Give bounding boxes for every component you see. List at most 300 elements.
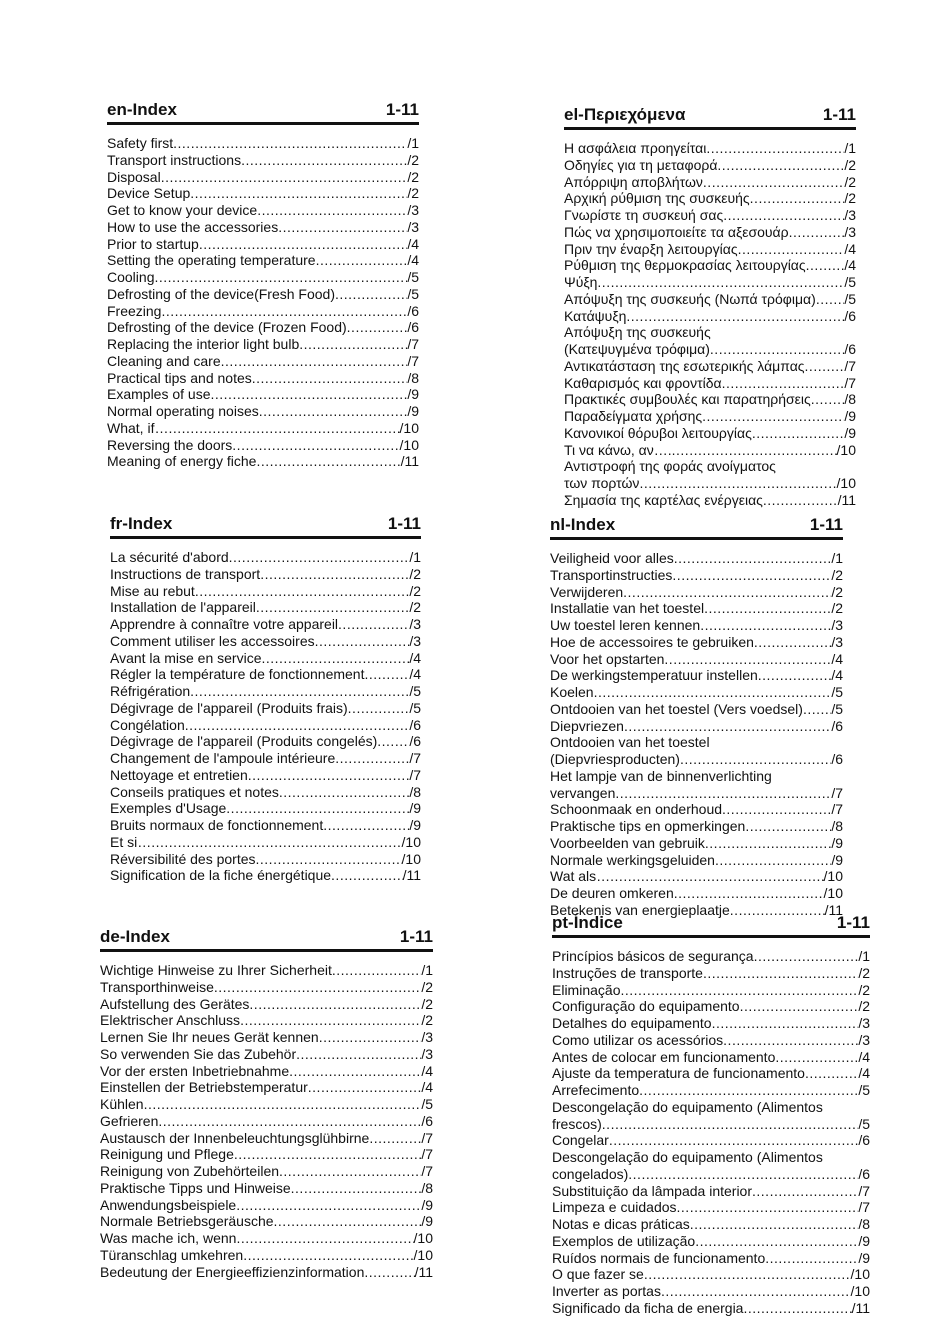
entry-label: Instruções de transporte — [552, 964, 703, 981]
toc-entry — [564, 274, 856, 291]
entry-page-number: /3 — [421, 1029, 433, 1045]
entry-page-number: /2 — [407, 151, 419, 168]
entry-page-number: /6 — [831, 751, 843, 767]
entry-page-number: /5 — [858, 1115, 870, 1132]
toc-entry — [107, 303, 419, 320]
dot-leader — [195, 583, 409, 600]
toc-entry — [100, 1264, 433, 1281]
page-range: 1-11 — [822, 105, 856, 124]
entry-label: De deuren omkeren — [550, 885, 674, 901]
entry-page-number: /2 — [858, 964, 870, 981]
entry-page-number: /2 — [831, 600, 843, 617]
entry-label: Detalhes do equipamento — [552, 1015, 712, 1031]
entry-page-number: /1 — [844, 140, 856, 156]
entry-label: Παραδείγματα χρήσης — [564, 408, 703, 424]
toc-entry — [107, 336, 419, 353]
entry-page-number: /3 — [858, 1031, 870, 1048]
dot-leader — [664, 651, 831, 668]
toc-entry — [550, 584, 843, 601]
entry-label: Réversibilité des portes — [110, 850, 256, 867]
dot-leader — [331, 867, 403, 884]
dot-leader — [680, 751, 831, 768]
entry-label: Cooling — [107, 269, 155, 285]
entry-page-number: /4 — [844, 257, 856, 274]
entry-page-number: /7 — [421, 1163, 433, 1179]
dot-leader — [296, 1046, 421, 1063]
entry-label: Normal operating noises — [107, 403, 259, 419]
toc-list — [552, 948, 870, 1317]
entry-label: Ruídos normais de funcionamento — [552, 1249, 766, 1266]
entry-label: Installation de l'appareil — [110, 599, 256, 616]
section-header — [552, 911, 870, 938]
index-section-nl — [550, 513, 843, 919]
dot-leader — [738, 241, 845, 258]
entry-page-number: /5 — [407, 285, 419, 302]
toc-entry — [552, 1300, 870, 1317]
dot-leader — [161, 303, 407, 320]
entry-label: Wichtige Hinweise zu Ihrer Sicherheit — [100, 962, 332, 978]
entry-page-number: /4 — [421, 1062, 433, 1079]
entry-page-number: /6 — [409, 716, 421, 733]
toc-list — [100, 962, 433, 1280]
toc-entry — [110, 867, 421, 884]
dot-leader — [704, 600, 831, 617]
dot-leader — [256, 453, 400, 470]
dot-leader — [722, 801, 831, 818]
dot-leader — [644, 1266, 851, 1283]
entry-page-number: /4 — [831, 650, 843, 667]
entry-page-number: /2 — [421, 1012, 433, 1029]
toc-entry — [110, 633, 421, 650]
dot-leader — [256, 851, 402, 868]
entry-page-number: /10 — [399, 419, 419, 436]
entry-label: Ajuste da temperatura de funcionamento — [552, 1065, 805, 1082]
entry-label: Replacing the interior light bulb — [107, 336, 300, 352]
index-section-en — [107, 98, 419, 470]
toc-entry — [564, 492, 856, 509]
toc-entry — [550, 785, 843, 802]
section-title: nl-Index — [550, 515, 616, 534]
entry-page-number: /9 — [831, 834, 843, 851]
toc-entry — [107, 319, 419, 336]
toc-entry — [110, 616, 421, 633]
entry-page-number: /1 — [831, 550, 843, 566]
toc-entry — [110, 717, 421, 734]
section-header — [100, 925, 433, 952]
toc-entry — [110, 817, 421, 834]
dot-leader — [173, 135, 407, 152]
toc-entry — [107, 236, 419, 253]
entry-label: Οδηγίες για τη μεταφορά — [564, 156, 718, 173]
dot-leader — [674, 550, 832, 567]
entry-label: Einstellen der Betriebstemperatur — [100, 1079, 308, 1096]
page-range: 1-11 — [399, 927, 433, 946]
toc-entry — [564, 341, 856, 358]
entry-page-number: /7 — [844, 374, 856, 391]
entry-label: Απόψυξη της συσκευής — [564, 324, 711, 341]
entry-page-number: /2 — [409, 599, 421, 616]
entry-label: Αντιστροφή της φοράς ανοίγματος — [564, 458, 776, 475]
dot-leader — [752, 425, 844, 442]
entry-page-number: /3 — [858, 1015, 870, 1031]
entry-page-number: /5 — [844, 274, 856, 290]
entry-label: Reinigung von Zubehörteilen — [100, 1163, 280, 1179]
entry-page-number: /10 — [836, 441, 856, 458]
toc-entry — [107, 169, 419, 186]
toc-entry — [110, 784, 421, 801]
entry-page-number: /7 — [831, 784, 843, 801]
entry-label: Bruits normaux de fonctionnement — [110, 817, 324, 833]
entry-page-number: /10 — [413, 1246, 433, 1263]
dot-leader — [279, 784, 409, 801]
toc-entry — [110, 733, 421, 750]
entry-label: Transport instructions — [107, 151, 242, 168]
entry-page-number: /6 — [407, 302, 419, 319]
entry-label: Wat als… — [550, 868, 611, 885]
toc-entry — [110, 800, 421, 817]
entry-label: Lernen Sie Ihr neues Gerät kennen — [100, 1029, 319, 1045]
toc-entry — [552, 1266, 870, 1283]
entry-page-number: /8 — [858, 1216, 870, 1232]
entry-page-number: /2 — [858, 998, 870, 1015]
dot-leader — [754, 948, 859, 965]
dot-leader — [690, 1216, 859, 1233]
entry-label: Απόρριψη αποβλήτων — [564, 173, 703, 190]
dot-leader — [243, 1247, 413, 1264]
entry-page-number: /3 — [407, 202, 419, 218]
entry-label: Αρχική ρύθμιση της συσκευής — [564, 190, 750, 207]
entry-label: Significado da ficha de energia — [552, 1299, 744, 1316]
dot-leader — [229, 549, 410, 566]
toc-entry — [550, 550, 843, 567]
entry-page-number: /2 — [831, 583, 843, 600]
dot-leader — [335, 750, 409, 767]
entry-page-number: /10 — [836, 475, 856, 491]
entry-label: Reinigung und Pflege — [100, 1146, 234, 1163]
entry-label: Prior to startup — [107, 235, 199, 252]
dot-leader — [221, 353, 408, 370]
entry-page-number: /7 — [409, 766, 421, 783]
entry-label: Πριν την έναρξη λειτουργίας — [564, 240, 738, 257]
toc-entry — [110, 750, 421, 767]
entry-label: Substituição da lâmpada interior — [552, 1182, 753, 1199]
entry-page-number: /8 — [409, 783, 421, 800]
entry-page-number: /9 — [407, 386, 419, 403]
entry-label: Πώς να χρησιμοποιείτε τα αξεσουάρ — [564, 223, 789, 240]
entry-label: Hoe de accessoires te gebruiken — [550, 633, 754, 650]
entry-page-number: /7 — [409, 750, 421, 766]
entry-page-number: /1 — [858, 948, 870, 964]
toc-entry — [550, 734, 843, 751]
toc-entry — [564, 224, 856, 241]
dot-leader — [712, 1015, 859, 1032]
entry-label: Anwendungsbeispiele — [100, 1196, 237, 1213]
entry-label: Voor het opstarten — [550, 650, 665, 667]
toc-entry — [100, 979, 433, 996]
dot-leader — [236, 1197, 421, 1214]
entry-label: Meaning of energy fiche — [107, 453, 257, 470]
entry-page-number: /10 — [401, 850, 421, 867]
section-header — [564, 103, 856, 130]
toc-entry — [552, 1216, 870, 1233]
dot-leader — [299, 336, 407, 353]
entry-page-number: /7 — [844, 357, 856, 374]
dot-leader — [274, 1213, 422, 1230]
entry-page-number: /3 — [844, 207, 856, 223]
entry-label: Uw toestel leren kennen — [550, 617, 701, 633]
entry-label: Ρύθμιση της θερμοκρασίας λειτουργίας — [564, 257, 806, 274]
toc-entry — [110, 851, 421, 868]
toc-entry — [110, 599, 421, 616]
dot-leader — [672, 442, 837, 459]
toc-entry — [100, 1063, 433, 1080]
toc-entry — [564, 475, 856, 492]
toc-entry — [552, 1149, 870, 1166]
dot-leader — [369, 1130, 421, 1147]
entry-label: Diepvriezen — [550, 717, 624, 734]
entry-label: How to use the accessories — [107, 218, 279, 235]
dot-leader — [805, 1065, 858, 1082]
toc-entry — [107, 286, 419, 303]
dot-leader — [308, 1079, 422, 1096]
entry-label: Normale werkingsgeluiden — [550, 851, 715, 868]
toc-entry — [564, 308, 856, 325]
entry-page-number: /9 — [421, 1213, 433, 1230]
entry-label: Kühlen — [100, 1096, 144, 1112]
toc-entry — [550, 600, 843, 617]
entry-page-number: /6 — [858, 1132, 870, 1149]
entry-label: Η ασφάλεια προηγείται — [564, 140, 707, 156]
toc-entry — [107, 269, 419, 286]
entry-label: Πρακτικές συμβουλές και παρατηρήσεις — [564, 391, 811, 408]
dot-leader — [723, 207, 844, 224]
entry-page-number: /3 — [409, 632, 421, 649]
entry-label: Instructions de transport — [110, 565, 261, 582]
entry-page-number: /5 — [409, 683, 421, 699]
dot-leader — [623, 584, 831, 601]
toc-entry — [564, 241, 856, 258]
dot-leader — [151, 834, 401, 851]
toc-entry — [100, 1046, 433, 1063]
dot-leader — [279, 1163, 421, 1180]
index-section-pt — [552, 911, 870, 1317]
entry-page-number: /11 — [851, 1299, 870, 1316]
toc-entry — [100, 1180, 433, 1197]
entry-page-number: /2 — [844, 156, 856, 173]
entry-page-number: /11 — [400, 453, 419, 470]
toc-entry — [107, 252, 419, 269]
dot-leader — [677, 1199, 859, 1216]
dot-leader — [161, 169, 408, 186]
entry-label: Cleaning and care — [107, 352, 221, 369]
entry-label: Ψύξη — [564, 274, 598, 290]
entry-page-number: /2 — [407, 185, 419, 202]
entry-page-number: /2 — [409, 565, 421, 582]
entry-page-number: /3 — [409, 616, 421, 632]
dot-leader — [236, 1230, 413, 1247]
toc-entry — [550, 885, 843, 902]
entry-page-number: /11 — [824, 901, 843, 918]
entry-page-number: /4 — [858, 1065, 870, 1082]
index-section-fr — [110, 512, 421, 884]
dot-leader — [144, 1096, 422, 1113]
entry-page-number: /8 — [844, 391, 856, 408]
entry-label: Κατάψυξη — [564, 307, 627, 324]
dot-leader — [168, 420, 399, 437]
toc-entry — [564, 157, 856, 174]
entry-page-number: /2 — [844, 173, 856, 190]
dot-leader — [278, 219, 407, 236]
entry-page-number: /7 — [858, 1182, 870, 1199]
entry-label: των πορτών — [564, 475, 640, 491]
section-header — [107, 98, 419, 125]
entry-page-number: /2 — [409, 582, 421, 599]
dot-leader — [252, 370, 408, 387]
toc-entry — [550, 718, 843, 735]
dot-leader — [190, 683, 409, 700]
entry-label: Inverter as portas — [552, 1283, 661, 1299]
toc-entry — [552, 1032, 870, 1049]
toc-entry — [552, 1049, 870, 1066]
dot-leader — [745, 818, 831, 835]
dot-leader — [695, 1233, 858, 1250]
entry-label: Mise au rebut — [110, 582, 195, 599]
entry-page-number: /3 — [407, 218, 419, 235]
toc-entry — [100, 1096, 433, 1113]
toc-entry — [100, 1230, 433, 1247]
toc-entry — [110, 666, 421, 683]
dot-leader — [740, 998, 859, 1015]
dot-leader — [775, 1049, 858, 1066]
toc-entry — [564, 408, 856, 425]
toc-entry — [552, 1283, 870, 1300]
toc-entry — [550, 818, 843, 835]
index-section-de — [100, 925, 433, 1280]
toc-entry — [100, 1247, 433, 1264]
toc-entry — [564, 140, 856, 157]
entry-label: Γνωρίστε τη συσκευή σας — [564, 207, 724, 223]
entry-label: Exemples d'Usage — [110, 800, 227, 817]
dot-leader — [185, 717, 410, 734]
dot-leader — [248, 767, 410, 784]
entry-label: Descongelação do equipamento (Alimentos — [552, 1098, 823, 1115]
entry-page-number: /5 — [831, 700, 843, 717]
entry-page-number: /8 — [831, 818, 843, 834]
toc-entry — [107, 453, 419, 470]
toc-entry — [550, 651, 843, 668]
page-range: 1-11 — [836, 913, 870, 932]
entry-label: Schoonmaak en onderhoud — [550, 801, 723, 818]
toc-entry — [110, 683, 421, 700]
entry-page-number: /2 — [858, 981, 870, 998]
entry-page-number: /10 — [413, 1230, 433, 1246]
entry-page-number: /9 — [409, 800, 421, 817]
entry-page-number: /2 — [421, 978, 433, 995]
entry-page-number: /4 — [409, 649, 421, 666]
toc-entry — [110, 834, 421, 851]
dot-leader — [715, 852, 831, 869]
dot-leader — [348, 700, 410, 717]
entry-page-number: /5 — [831, 684, 843, 700]
toc-entry — [107, 420, 419, 437]
entry-label: Türanschlag umkehren — [100, 1246, 244, 1263]
entry-page-number: /6 — [844, 307, 856, 324]
dot-leader — [234, 1146, 421, 1163]
entry-page-number: /9 — [421, 1196, 433, 1213]
toc-list — [564, 140, 856, 509]
entry-label: Normale Betriebsgeräusche — [100, 1213, 274, 1230]
entry-label: Practical tips and notes — [107, 369, 252, 386]
dot-leader — [674, 885, 824, 902]
entry-label: Austausch der Innenbeleuchtungsglühbirne — [100, 1129, 370, 1146]
entry-label: Antes de colocar em funcionamento — [552, 1048, 776, 1065]
toc-entry — [564, 190, 856, 207]
entry-page-number: /7 — [407, 336, 419, 352]
dot-leader — [256, 599, 409, 616]
dot-leader — [190, 185, 407, 202]
dot-leader — [628, 1166, 858, 1183]
dot-leader — [750, 190, 845, 207]
entry-label: Comment utiliser les accessoires — [110, 632, 315, 649]
dot-leader — [199, 236, 407, 253]
entry-label: Elektrischer Anschluss — [100, 1012, 241, 1029]
entry-label: Get to know your device — [107, 202, 258, 218]
entry-label: Voorbeelden van gebruik — [550, 834, 705, 851]
toc-list — [110, 549, 421, 884]
dot-leader — [758, 667, 832, 684]
section-header — [110, 512, 421, 539]
entry-label: Arrefecimento — [552, 1082, 640, 1098]
entry-label: Veiligheid voor alles — [550, 550, 674, 566]
entry-page-number: /6 — [844, 341, 856, 357]
entry-label: Freezing — [107, 302, 162, 319]
entry-page-number: /7 — [421, 1146, 433, 1163]
entry-label: Como utilizar os acessórios — [552, 1031, 724, 1048]
entry-label: Verwijderen — [550, 583, 624, 600]
entry-page-number: /1 — [407, 135, 419, 151]
entry-label: (Diepvriesproducten) — [550, 751, 680, 767]
toc-entry — [550, 751, 843, 768]
toc-entry — [550, 868, 843, 885]
entry-page-number: /2 — [421, 995, 433, 1012]
dot-leader — [765, 1250, 858, 1267]
entry-page-number: /7 — [421, 1129, 433, 1146]
dot-leader — [594, 684, 832, 701]
toc-entry — [110, 566, 421, 583]
entry-page-number: /1 — [409, 549, 421, 565]
entry-label: Configuração do equipamento — [552, 998, 740, 1015]
section-title: el-Περιεχόμενα — [564, 105, 686, 124]
entry-label: Transportinstructies — [550, 566, 673, 583]
toc-entry — [110, 700, 421, 717]
dot-leader — [803, 701, 831, 718]
dot-leader — [703, 965, 858, 982]
toc-entry — [550, 852, 843, 869]
entry-label: Et si… — [110, 833, 152, 850]
toc-entry — [564, 358, 856, 375]
entry-page-number: /11 — [402, 867, 421, 884]
toc-entry — [552, 1132, 870, 1149]
entry-page-number: /3 — [844, 223, 856, 240]
entry-page-number: /9 — [844, 408, 856, 424]
dot-leader — [722, 375, 845, 392]
dot-leader — [261, 650, 409, 667]
entry-label: Κανονικοί θόρυβοι λειτουργίας — [564, 424, 752, 441]
entry-page-number: /9 — [409, 817, 421, 833]
entry-page-number: /7 — [831, 801, 843, 818]
dot-leader — [154, 269, 407, 286]
toc-entry — [100, 1213, 433, 1230]
